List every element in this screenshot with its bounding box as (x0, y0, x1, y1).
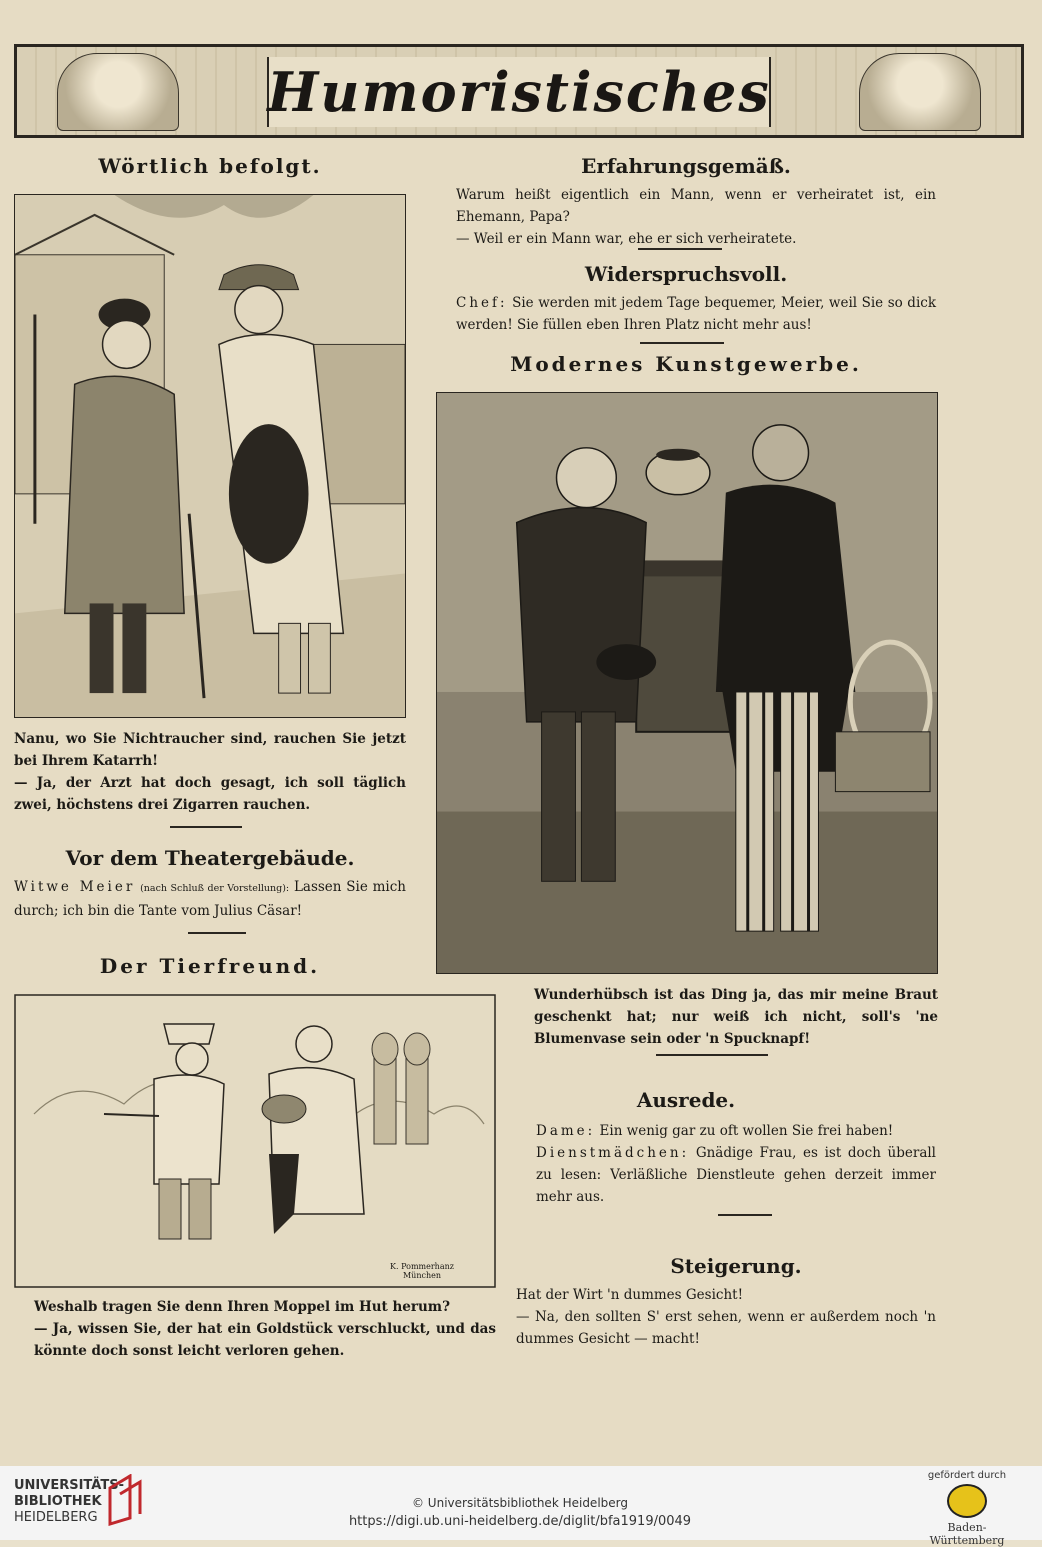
text-erfahrungsgemaess (456, 184, 936, 250)
divider-rule (188, 932, 246, 934)
dialogue-line-1: Warum heißt eigentlich ein Mann, wenn er verheiratet ist, ein Ehemann, Papa? (456, 187, 936, 225)
logo-line-3: HEIDELBERG (14, 1510, 98, 1525)
caption-line-2: — Ja, der Arzt hat doch gesagt, ich soll täglich zwei, höchstens drei Zigarren rauchen. (14, 775, 406, 813)
dialogue-line-2: — Weil er ein Mann war, ehe er sich verheiratete. (456, 231, 797, 247)
masthead-title: Humoristisches (267, 60, 771, 124)
heading-widerspruchsvoll: Widerspruchsvoll. (584, 262, 788, 286)
heading-modernes-kunstgewerbe: Modernes Kunstgewerbe. (510, 352, 862, 376)
heading-ausrede: Ausrede. (636, 1088, 736, 1112)
divider-rule (638, 248, 722, 250)
caption-line-2: — Ja, wissen Sie, der hat ein Goldstück verschluckt, und das könnte doch sonst leicht verloren gehen. (34, 1321, 496, 1359)
ub-logo-mark-icon (106, 1474, 144, 1526)
speaker-dame: Dame: (536, 1123, 596, 1139)
text-ausrede (536, 1120, 936, 1208)
caption-woertlich-befolgt (14, 728, 406, 816)
dialogue-line-2: Gnädige Frau, es ist doch überall zu lesen: Verläßliche Dienstleute gehen derzeit immer mehr aus. (536, 1145, 936, 1205)
funder-block[interactable] (912, 1470, 1022, 1547)
illustration-kunstgewerbe (436, 392, 938, 974)
illustration-signature: K. Pommerhanz München (390, 1262, 454, 1280)
divider-rule (718, 1214, 772, 1216)
dialogue-line-2: — Na, den sollten S' erst sehen, wenn er außerdem noch 'n dummes Gesicht — macht! (516, 1309, 936, 1347)
heading-vor-dem-theatergebaeude: Vor dem Theatergebäude. (65, 846, 355, 870)
caption-modernes-kunstgewerbe: Wunderhübsch ist das Ding ja, das mir meine Braut geschenkt hat; nur weiß ich nicht, soll's 'ne Blumenvase sein oder 'n Spucknapf! (534, 987, 938, 1047)
logo-line-2: BIBLIOTHEK (14, 1494, 102, 1509)
divider-rule (640, 342, 724, 344)
divider-rule (170, 826, 242, 828)
dialogue-text: Sie werden mit jedem Tage bequemer, Meier, weil Sie so dick werden! Sie füllen eben Ihren Platz nicht mehr aus! (456, 295, 936, 333)
speaker-dienstmaedchen: Dienstmädchen: (536, 1145, 690, 1161)
heading-steigerung: Steigerung. (670, 1254, 802, 1278)
masthead-title-box (267, 57, 771, 127)
masthead-banner (14, 44, 1024, 138)
caption-line-1: Weshalb tragen Sie denn Ihren Moppel im Hut herum? (34, 1299, 450, 1315)
permalink-url[interactable]: https://digi.ub.uni-heidelberg.de/diglit/bfa1919/0049 (348, 1514, 692, 1529)
copyright-text: © Universitätsbibliothek Heidelberg (411, 1496, 628, 1510)
speaker-witwe-meier: Witwe Meier (14, 879, 136, 895)
funder-name: Baden-Württemberg (929, 1521, 1005, 1547)
cherub-illustration-left (57, 53, 179, 131)
heading-woertlich-befolgt: Wörtlich befolgt. (98, 154, 322, 178)
viewer-footer (0, 1466, 1042, 1547)
illustration-two-gentlemen (14, 194, 406, 718)
illustration-tierfreund (14, 994, 496, 1288)
dialogue-line-1: Hat der Wirt 'n dummes Gesicht! (516, 1287, 744, 1303)
dialogue-text: Lassen Sie mich durch; ich bin die Tante vom Julius Cäsar! (14, 879, 406, 919)
funded-by-label: gefördert durch (927, 1470, 1007, 1481)
caption-der-tierfreund (34, 1296, 496, 1362)
stage-note: (nach Schluß der Vorstellung): (140, 883, 290, 894)
text-widerspruchsvoll (456, 292, 936, 336)
divider-rule (656, 1054, 768, 1056)
heading-der-tierfreund: Der Tierfreund. (99, 954, 321, 978)
dialogue-line-1: Ein wenig gar zu oft wollen Sie frei haben! (599, 1123, 894, 1139)
baden-wuerttemberg-emblem-icon (947, 1484, 987, 1518)
heading-erfahrungsgemaess: Erfahrungsgemäß. (581, 154, 791, 178)
logo-line-1: UNIVERSITÄTS- (14, 1478, 124, 1493)
text-steigerung (516, 1284, 936, 1350)
text-vor-dem-theatergebaeude (14, 876, 406, 922)
cherub-illustration-right (859, 53, 981, 131)
caption-line-1: Nanu, wo Sie Nichtraucher sind, rauchen Sie jetzt bei Ihrem Katarrh! (14, 731, 406, 769)
speaker-chef: Chef: (456, 295, 508, 311)
